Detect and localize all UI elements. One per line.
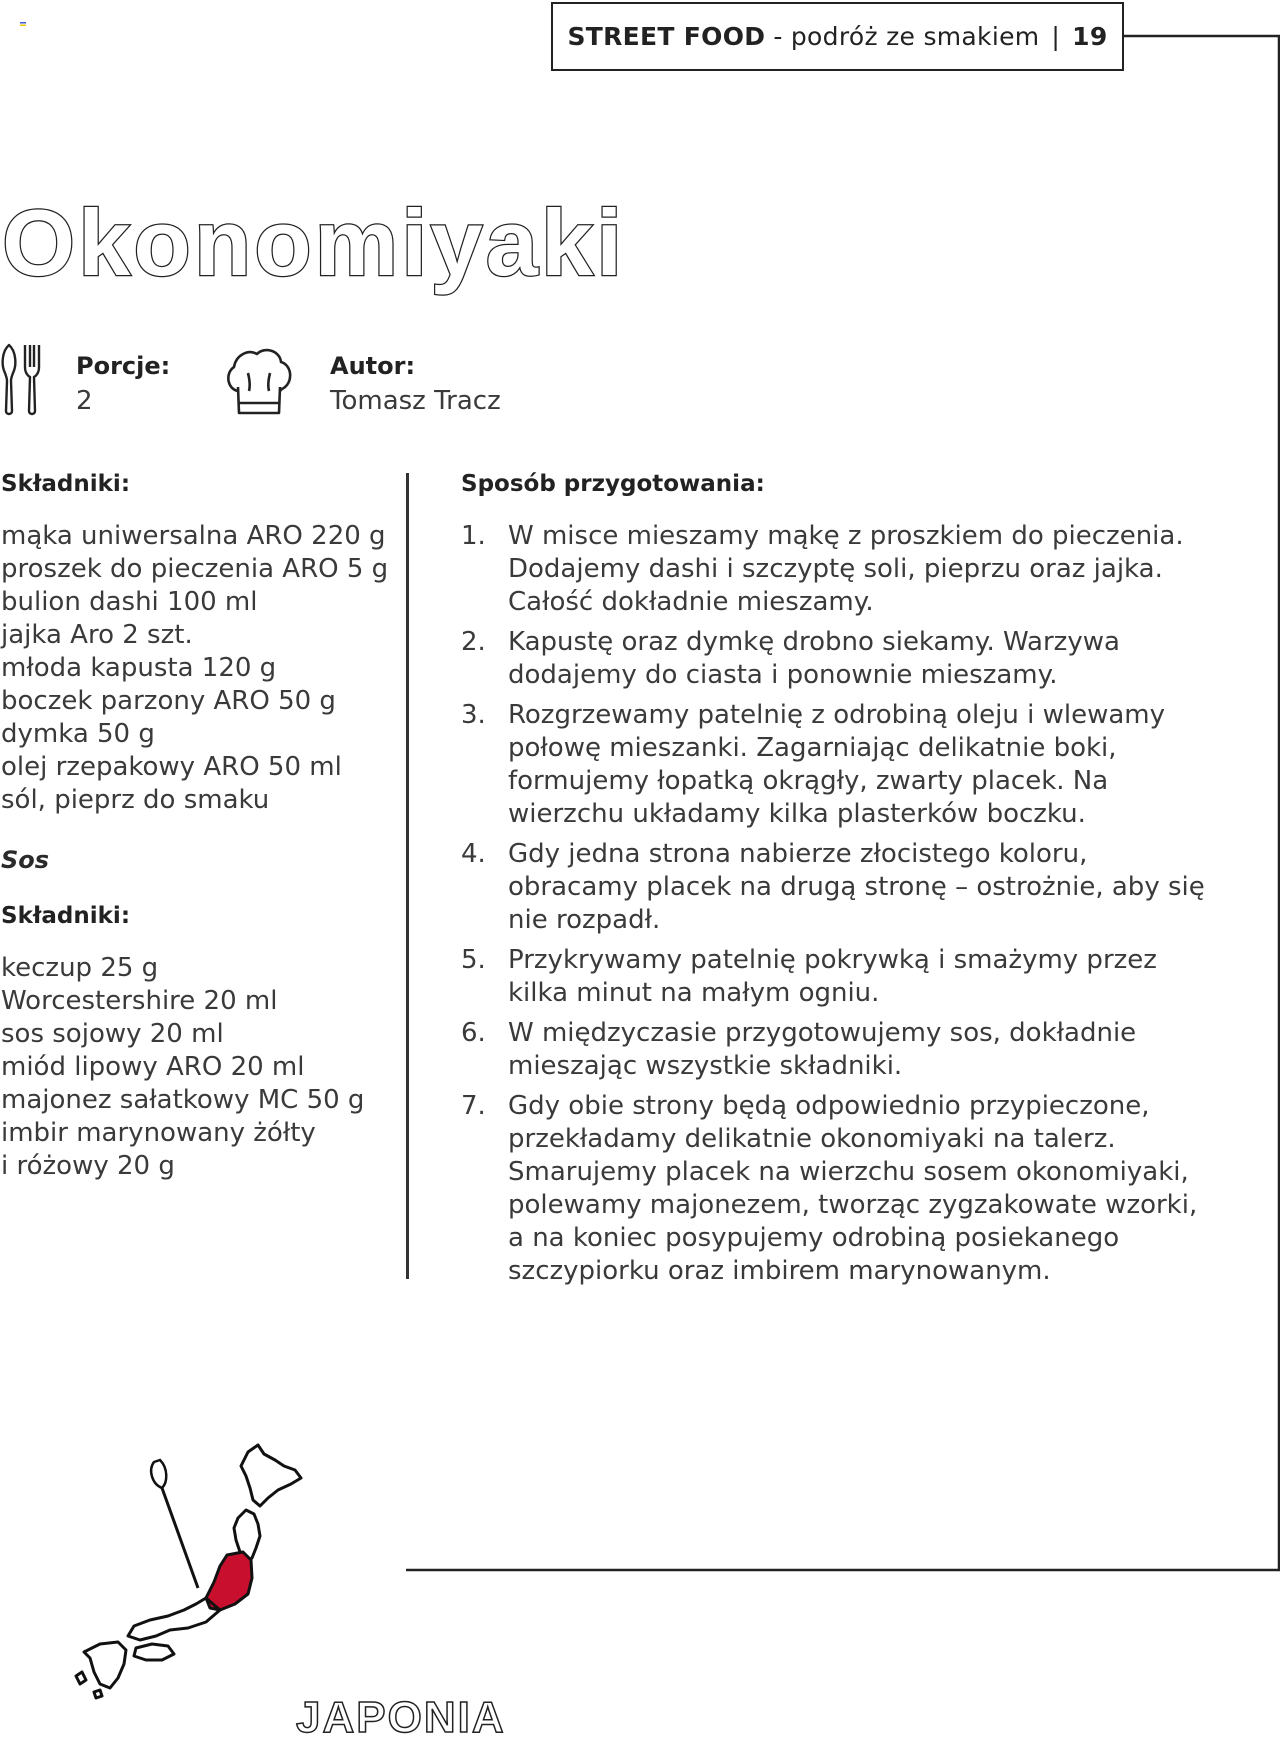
list-item: keczup 25 g [1,953,159,983]
column-divider [406,473,409,1279]
sauce-heading: Sos [1,846,50,874]
list-item: proszek do pieczenia ARO 5 g [1,554,389,584]
header-box [551,2,1124,71]
hokkaido-outline [241,1445,301,1506]
method-heading: Sposób przygotowania: [461,471,765,497]
servings-block [76,352,170,416]
step-text: Przykrywamy patelnię pokrywką i smażymy przez kilka minut na małym ogniu. [508,945,1157,1008]
step-number: 2. [461,627,486,657]
step-text: Gdy jedna strona nabierze złocistego koloru, obracamy placek na drugą stronę – ostrożnie, aby się nie rozpadł. [508,839,1205,935]
ingredients-heading: Składniki: [1,471,131,497]
list-item: młoda kapusta 120 g [1,653,277,683]
list-item: bulion dashi 100 ml [1,587,258,617]
list-item: sól, pieprz do smaku [1,785,270,815]
page-number: 19 [1072,22,1108,51]
list-item: sos sojowy 20 ml [1,1019,224,1049]
list-item: jajka Aro 2 szt. [1,620,193,650]
list-item: mąka uniwersalna ARO 220 g [1,521,386,551]
list-item: majonez sałatkowy MC 50 g [1,1085,365,1115]
step-text: W misce mieszamy mąkę z proszkiem do pieczenia. Dodajemy dashi i szczyptę soli, pieprzu oraz jajka. Całość dokładnie mieszamy. [508,521,1184,617]
method-step [461,838,1221,937]
corner-mark-icon [18,18,28,28]
honshu-west-outline [128,1598,220,1640]
servings-label: Porcje: [76,352,171,380]
shikoku-outline [134,1644,174,1660]
island-outline [76,1672,86,1684]
list-item: imbir marynowany żółty [1,1118,316,1148]
list-item: miód lipowy ARO 20 ml [1,1052,305,1082]
chef-hat-icon [224,343,294,417]
step-number: 3. [461,700,486,730]
header-separator: | [1051,22,1061,51]
ingredients-list [1,520,388,817]
list-item: boczek parzony ARO 50 g [1,686,336,716]
step-text: Kapustę oraz dymkę drobno siekamy. Warzywa dodajemy do ciasta i ponownie mieszamy. [508,627,1120,690]
kyushu-outline [84,1642,126,1688]
map-pin-icon [151,1460,198,1588]
sauce-ingredients-list [1,952,381,1183]
list-item: Worcestershire 20 ml [1,986,278,1016]
list-item: olej rzepakowy ARO 50 ml [1,752,342,782]
cutlery-icon [0,343,42,417]
sauce-ingredients-heading: Składniki: [1,903,131,929]
servings-value: 2 [76,386,93,416]
step-text: Gdy obie strony będą odpowiednio przypieczone, przekładamy delikatnie okonomiyaki na talerz. Smarujemy placek na wierzchu sosem okonomiyaki, polewamy majonezem, tworząc zygzakowate wzorki, a na koniec posypujemy odrobiną posiekanego szczypiorku oraz imbirem marynowanym. [508,1091,1198,1286]
country-label: JAPONIA [296,1693,506,1742]
author-value: Tomasz Tracz [330,386,501,416]
step-number: 1. [461,521,486,551]
step-number: 4. [461,839,486,869]
recipe-title: Okonomiyaki [2,190,626,295]
author-label: Autor: [330,352,416,380]
list-item: i różowy 20 g [1,1151,175,1181]
step-number: 5. [461,945,486,975]
method-step [461,1090,1221,1288]
list-item: dymka 50 g [1,719,155,749]
step-number: 6. [461,1018,486,1048]
method-step [461,1017,1221,1083]
author-block [330,352,501,416]
method-steps-list [461,520,1221,1295]
header-title: STREET FOOD [567,22,766,51]
header-subtitle: - podróż ze smakiem [773,22,1040,51]
method-step [461,944,1221,1010]
japan-map-icon [70,1440,310,1700]
step-text: Rozgrzewamy patelnię z odrobiną oleju i wlewamy połowę mieszanki. Zagarniając delikatnie boki, formujemy łopatką okrągły, zwarty placek. Na wierzchu układamy kilka plasterków boczku. [508,700,1166,829]
method-step [461,520,1221,619]
honshu-highlight [206,1552,252,1610]
method-step [461,699,1221,831]
step-number: 7. [461,1091,486,1121]
step-text: W międzyczasie przygotowujemy sos, dokładnie mieszając wszystkie składniki. [508,1018,1137,1081]
method-step [461,626,1221,692]
island-outline [94,1690,102,1698]
